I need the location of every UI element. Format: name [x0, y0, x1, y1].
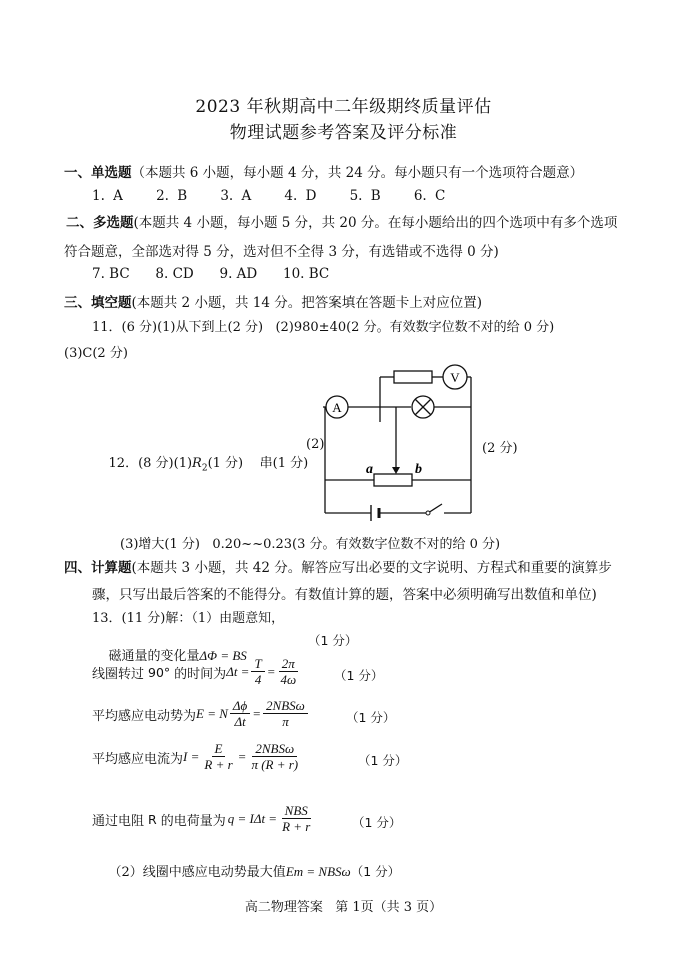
section4-line: [64, 556, 612, 576]
time-frac-1: [251, 656, 264, 688]
charge-resistor: R: [148, 811, 157, 827]
section2-line: [66, 211, 617, 231]
charge-line: [92, 803, 315, 835]
time-lhs: Δt =: [226, 664, 250, 679]
terminal-b-label: b: [415, 462, 422, 477]
current-label: 平均感应电流为: [92, 751, 184, 767]
current-frac-2-den: π (R + r): [251, 757, 299, 772]
time-label: 线圈转过: [92, 666, 145, 682]
resistor-top: [394, 371, 432, 383]
section1-answers: 1. A 2. B 3. A 4. D 5. B 6. C: [92, 188, 446, 204]
emf-lhs: E = N: [196, 706, 228, 721]
charge-label: 通过电阻: [92, 813, 145, 829]
time-angle: 90°: [148, 664, 171, 680]
section1-heading: 一、单选题: [64, 165, 132, 181]
time-frac-2: [277, 656, 299, 688]
time-label-2: 的时间为: [174, 666, 227, 682]
emf-frac-2-num: 2NBSω: [263, 698, 308, 714]
section4-heading: 四、计算题: [64, 560, 132, 576]
charge-frac-num: NBS: [282, 803, 311, 819]
switch-contact: [426, 511, 430, 515]
q12-part2-score: (2 分): [482, 441, 518, 456]
emf-line: 平均感应电动势为 E = N $\frac{\Delta\phi}{\Delta t}$ = $\frac{\text{2NBSω}}{\pi}$: [92, 698, 310, 730]
section3-note: (本题共 2 小题，共 14 分。把答案填在答题卡上对应位置): [131, 295, 482, 311]
charge-frac: [279, 803, 313, 835]
current-score: （1 分）: [358, 753, 408, 768]
ammeter-label: A: [332, 400, 342, 415]
q12-line-1: [92, 437, 308, 489]
part2-line: [92, 846, 400, 895]
charge-score: （1 分）: [352, 815, 402, 830]
circuit-diagram: [318, 360, 478, 525]
q12-part2: (2): [306, 437, 325, 452]
section2-heading: 二、多选题: [66, 215, 134, 231]
terminal-a-label: a: [366, 462, 373, 477]
section2-note-2: 符合题意，全部选对得 5 分，选对但不全得 3 分，有选错或不选得 0 分): [64, 244, 499, 260]
rheostat-body: [374, 474, 412, 486]
section3-line: [64, 291, 482, 311]
q13-intro: 13．(11 分)解：（1）由题意知，: [92, 611, 285, 626]
current-frac-1-den: R + r: [204, 757, 233, 772]
q12-label: 12．(8 分)(1): [108, 456, 193, 471]
q12-line-3: (3)增大(1 分) 0.20~~0.23(3 分。有效数字位数不对的给 0 分): [120, 537, 501, 552]
time-frac-2-num: 2π: [279, 656, 298, 672]
emf-score: （1 分）: [346, 710, 396, 725]
emf-frac-1-den: Δt: [234, 714, 246, 729]
current-frac-1: [201, 741, 235, 773]
time-score: （1 分）: [334, 668, 384, 683]
emf-frac-1-num: Δϕ: [230, 698, 250, 714]
time-frac-1-den: 4: [254, 672, 262, 687]
time-frac-1-num: T: [251, 656, 264, 672]
current-frac-2-num: 2NBSω: [252, 741, 297, 757]
section1-line: [64, 161, 583, 181]
emf-frac-2: [263, 698, 308, 730]
flux-label: 磁通量的变化量: [108, 649, 200, 664]
current-lhs: I =: [183, 749, 200, 764]
slider-arrow: [392, 467, 400, 474]
charge-label-2: 的电荷量为: [160, 813, 226, 829]
title-line-1: 2023 年秋期高中二年级期终质量评估: [195, 97, 492, 117]
q12-rest: (1 分) 串(1 分): [207, 456, 309, 471]
time-line: 线圈转过 90° 的时间为 Δt = $\frac{T}{4}$ = $\frac{2\pi}{4\omega}$: [92, 656, 301, 688]
q12-r2-sub: 2: [201, 463, 208, 474]
section2-note-1: (本题共 4 小题，每小题 5 分，共 20 分。在每小题给出的四个选项中有多个选项: [133, 215, 618, 231]
section4-note-1: (本题共 3 小题，共 42 分。解答应写出必要的文字说明、方程式和重要的演算步: [131, 560, 612, 576]
flux-formula: ΔΦ = BS: [199, 648, 247, 663]
q11-line-2: (3)C(2 分): [64, 346, 128, 361]
current-frac-1-num: E: [212, 741, 226, 757]
current-frac-2: [248, 741, 301, 773]
part2-formula: Em = NBSω: [285, 864, 351, 879]
charge-lhs: q = IΔt =: [227, 811, 278, 826]
title-line-2: 物理试题参考答案及评分标准: [229, 123, 458, 143]
page-footer: 高二物理答案 第 1页（共 3 页）: [244, 900, 443, 915]
q12-r2: R: [192, 456, 202, 471]
emf-frac-1: [230, 698, 250, 730]
charge-frac-den: R + r: [282, 819, 311, 834]
voltmeter-label: V: [450, 370, 460, 385]
current-line: 平均感应电流为 I = $\frac{E}{R + r}$ = $\frac{\text{2NBSω}}{\pi (R + r)}$: [92, 741, 303, 773]
section2-answers: 7. BC 8. CD 9. AD 10. BC: [92, 266, 330, 282]
q11-line-1: 11．(6 分)(1)从下到上(2 分) (2)980±40(2 分。有效数字位数不对的给 0 分): [92, 320, 555, 335]
emf-label: 平均感应电动势为: [92, 708, 197, 724]
emf-frac-2-den: π: [282, 714, 289, 729]
section3-heading: 三、填空题: [64, 295, 132, 311]
time-frac-2-den: 4ω: [280, 672, 297, 687]
flux-score: （1 分）: [308, 633, 358, 648]
part2-score: （1 分）: [350, 864, 401, 879]
part2-text: （2）线圈中感应电动势最大值: [108, 865, 286, 880]
section1-note: （本题共 6 小题，每小题 4 分，共 24 分。每小题只有一个选项符合题意）: [131, 165, 584, 181]
section4-note-2: 骤，只写出最后答案的不能得分。有数值计算的题，答案中必须明确写出数值和单位): [92, 587, 597, 603]
